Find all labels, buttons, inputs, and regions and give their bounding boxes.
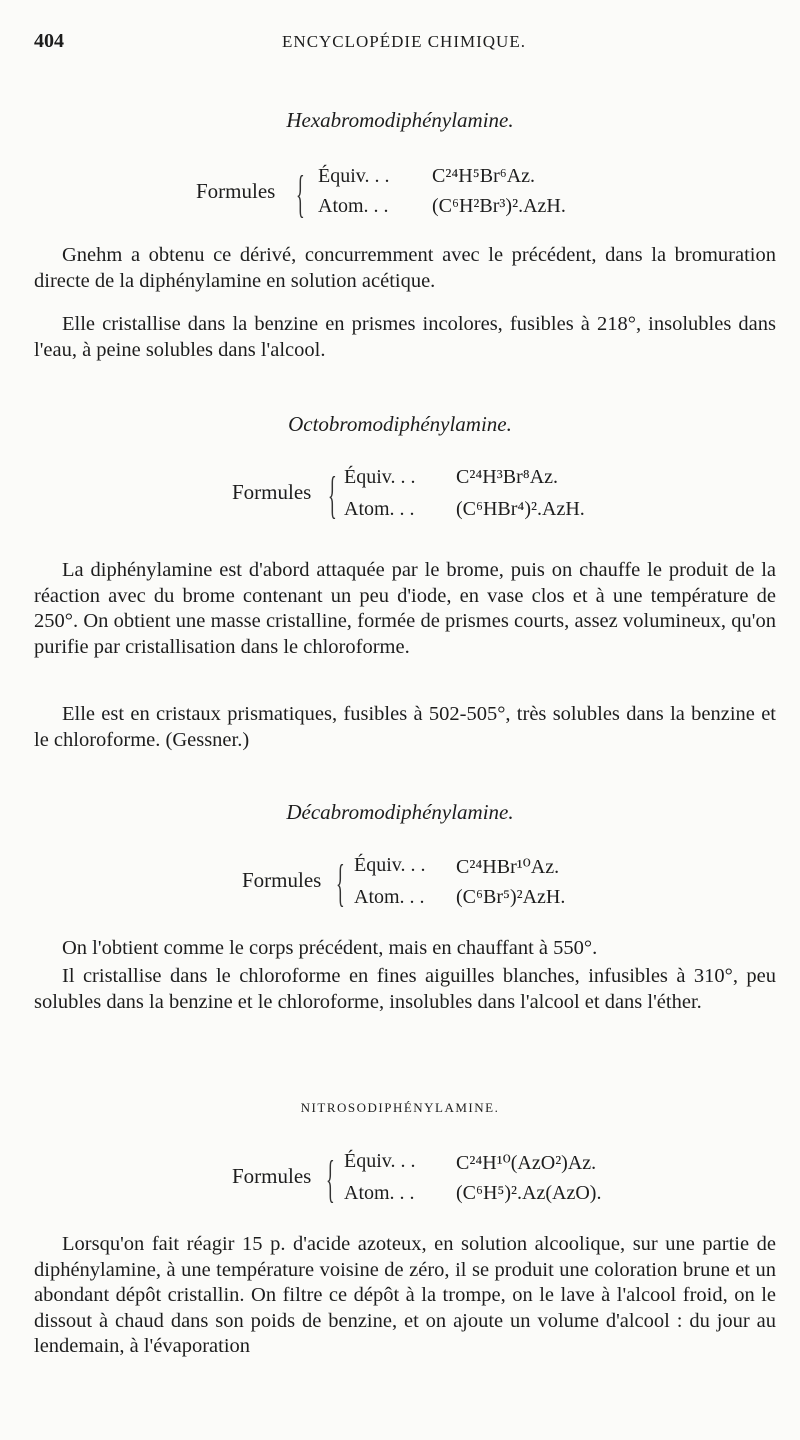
brace-icon: { [326,1151,335,1208]
formula-block-decabromo [242,854,642,914]
brace-icon: { [336,855,345,912]
formula-atom-label: Atom. . . [354,886,425,908]
paragraph: La diphénylamine est d'abord attaquée par le brome, puis on chauffe le produit de la réaction avec du brome contenant un peu d'iode, en vase clos et à une température de 250°. On obtient une masse cristalline, formée de prismes courts, assez volumineux, qu'on purifie par cristallisation dans le chloroforme. [34,559,776,658]
formula-atom-value: (C⁶Br⁵)²AzH. [456,886,566,908]
section-title-hexabromo: Hexabromodiphénylamine. [286,108,514,132]
formula-label: Formules [196,179,276,203]
formula-label: Formules [232,1164,312,1188]
paragraph: Elle cristallise dans la benzine en prismes incolores, fusibles à 218°, insolubles dans l'eau, à peine solubles dans l'alcool. [34,313,776,361]
formula-atom-value: (C⁶H²Br³)².AzH. [432,195,566,217]
section-title-octobromo: Octobromodiphénylamine. [288,412,512,436]
running-title: ENCYCLOPÉDIE CHIMIQUE. [282,32,526,51]
paragraph: Lorsqu'on fait réagir 15 p. d'acide azoteux, en solution alcoolique, sur une partie de diphénylamine, à une température voisine de zéro, il se produit une coloration brune et un abondant dépôt cristallin. On filtre ce dépôt à la trompe, on le lave à l'alcool froid, on le dissout à chaud dans son poids de benzine, et on ajoute un volume d'alcool : du jour au lendemain, à l'évaporation [34,1233,776,1357]
brace-icon: { [328,467,337,524]
page-header [34,30,774,58]
paragraph: On l'obtient comme le corps précédent, mais en chauffant à 550°. [62,937,598,959]
formula-equiv-value: C²⁴HBr¹⁰Az. [456,856,560,878]
formula-equiv-label: Équiv. . . [344,466,416,488]
formula-block-octobromo [232,466,632,526]
formula-atom-label: Atom. . . [344,498,415,520]
formula-equiv-value: C²⁴H³Br⁸Az. [456,466,559,488]
formula-block-hexabromo [196,165,616,225]
page-number: 404 [34,30,64,52]
paragraph: Il cristallise dans le chloroforme en fines aiguilles blanches, infusibles à 310°, peu solubles dans la benzine et le chloroforme, insolubles dans l'alcool et dans l'éther. [34,965,776,1013]
formula-atom-label: Atom. . . [344,1182,415,1204]
paragraph: Gnehm a obtenu ce dérivé, concurremment avec le précédent, dans la bromuration directe de la diphénylamine en solution acétique. [34,244,776,292]
section-title-nitroso: NITROSODIPHÉNYLAMINE. [300,1100,500,1115]
brace-icon: { [296,166,305,223]
section-title-decabromo: Décabromodiphénylamine. [286,800,514,824]
formula-equiv-value: C²⁴H⁵Br⁶Az. [432,165,536,187]
formula-atom-label: Atom. . . [318,195,389,217]
formula-equiv-label: Équiv. . . [318,165,390,187]
formula-atom-value: (C⁶HBr⁴)².AzH. [456,498,585,520]
formula-block-nitroso [232,1150,652,1210]
formula-atom-value: (C⁶H⁵)².Az(AzO). [456,1182,602,1204]
formula-equiv-label: Équiv. . . [354,854,426,876]
paragraph: Elle est en cristaux prismatiques, fusibles à 502-505°, très solubles dans la benzine et le chloroforme. (Gessner.) [34,703,776,751]
formula-equiv-label: Équiv. . . [344,1150,416,1172]
formula-label: Formules [232,480,312,504]
formula-equiv-value: C²⁴H¹⁰(AzO²)Az. [456,1152,597,1174]
formula-label: Formules [242,868,322,892]
